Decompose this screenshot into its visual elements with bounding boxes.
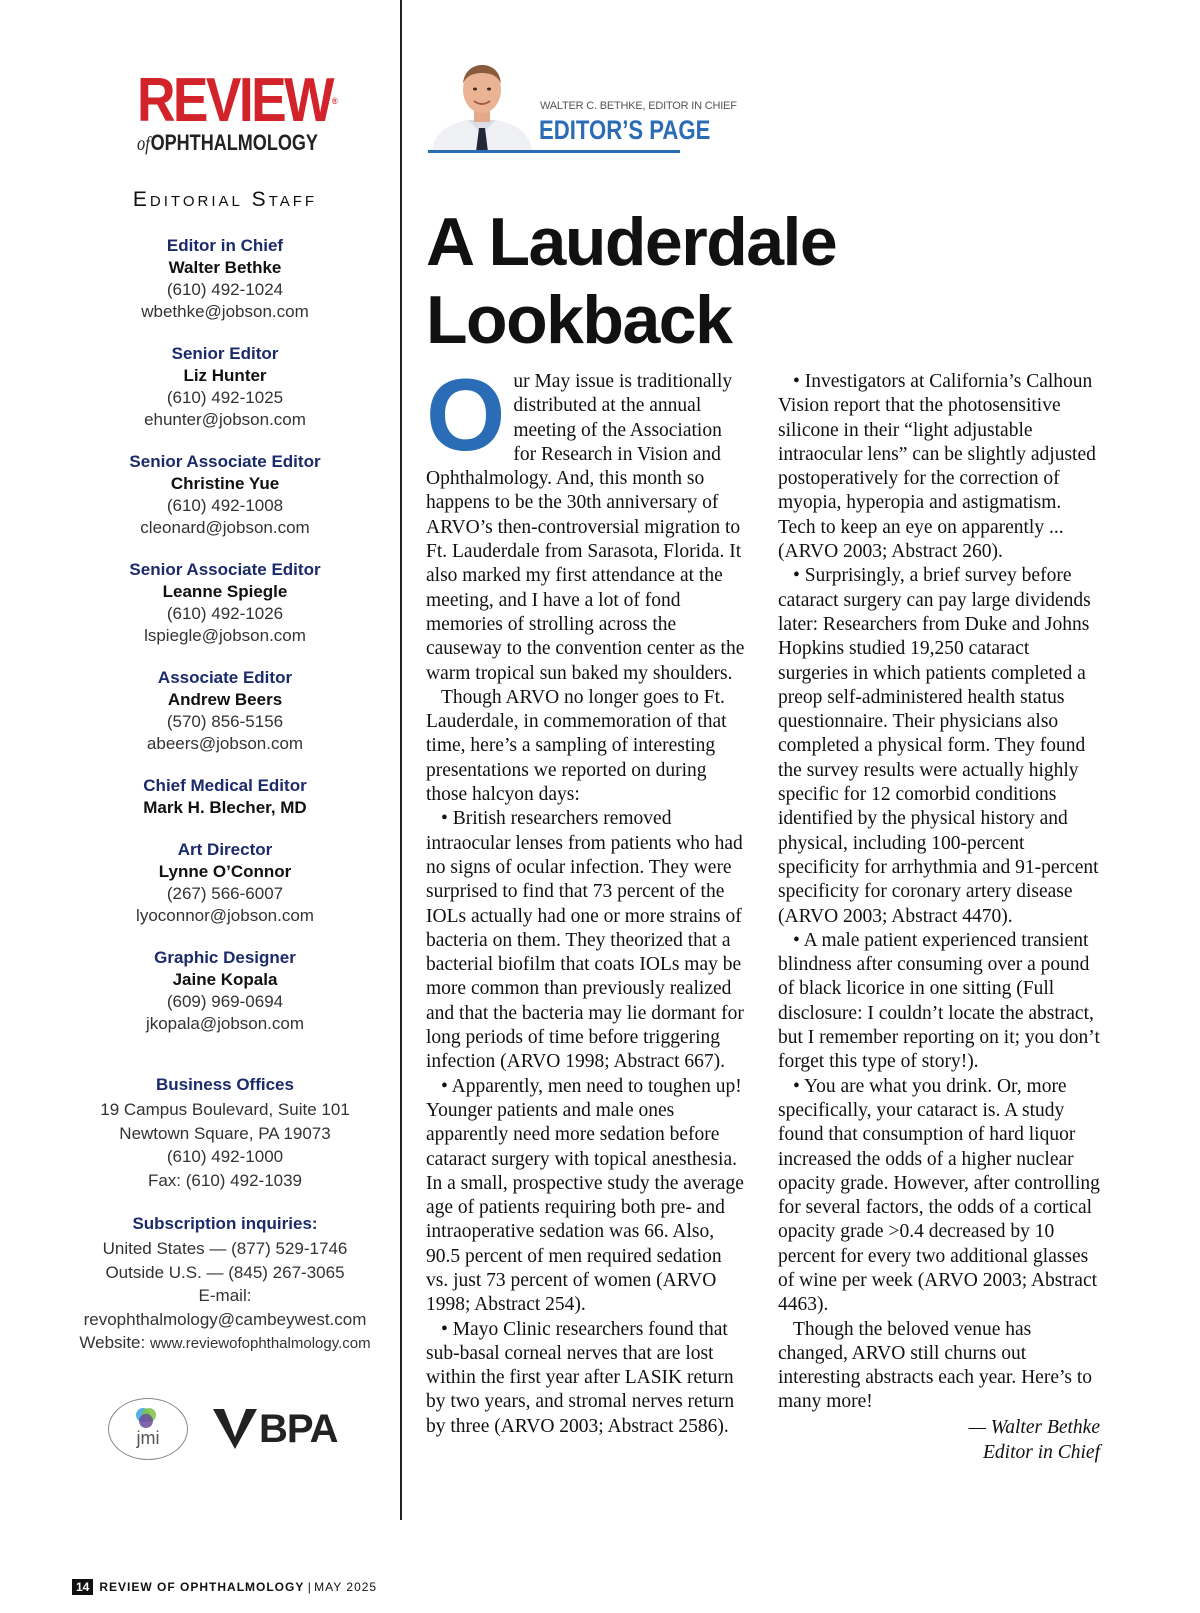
staff-phone: (267) 566-6007 [166,884,284,903]
staff-email[interactable]: lyoconnor@jobson.com [136,906,314,925]
editor-header-rule [428,150,680,153]
staff-name: Mark H. Blecher, MD [143,798,307,817]
staff-list [0,235,450,1055]
staff-phone: (570) 856-5156 [166,712,284,731]
jmi-logo-text: jmi [136,1428,160,1448]
business-address-line: 19 Campus Boulevard, Suite 101 [100,1100,350,1119]
staff-role: Graphic Designer [154,948,296,967]
staff-email[interactable]: cleonard@jobson.com [140,518,310,537]
staff-entry [0,559,450,647]
business-offices [0,1074,450,1192]
article-paragraph: Though the beloved venue has changed, ARVO still churns out interesting abstracts each year. Here’s to many more! [778,1318,1093,1413]
staff-phone: (610) 492-1008 [166,496,284,515]
article-headline [426,203,1126,359]
staff-role: Art Director [177,840,273,859]
logo-ophthalmology-text: OPHTHALMOLOGY [150,130,318,155]
staff-role: Senior Editor [171,344,279,363]
article-bullet: • A male patient experienced transient blindness after consuming over a pound of black licorice in one sitting (Full disclosure: I couldn’t locate the abstract, but I remember reporting on it; you don’t forget this type of story!). [778,929,1100,1073]
staff-role: Associate Editor [157,668,293,687]
staff-entry [0,343,450,431]
staff-email[interactable]: jkopala@jobson.com [145,1014,305,1033]
business-offices-title: Business Offices [156,1075,294,1094]
staff-entry [0,451,450,539]
subscription-title: Subscription inquiries: [132,1214,318,1233]
article-bullet: • British researchers removed intraocular lenses from patients who had no signs of ocular infection. They were surprised to find that 73 percent of the IOLs actually had one or more strains of bacteria on them. They theorized that a bacterial biofilm that coats IOLs may be more common than previously realized and that the bacteria may lie dormant for long periods of time before triggering infection (ARVO 1998; Abstract 667). [426,808,744,1073]
subscription-email[interactable]: revophthalmology@cambeywest.com [83,1309,367,1329]
headline-line-1: A Lauderdale [426,204,837,280]
article-bullet: • Mayo Clinic researchers found that sub-basal corneal nerves that are lost within the first year after LASIK return by two years, and stromal nerves return by three (ARVO 2003; Abstract 2586). [426,1318,735,1437]
staff-phone: (609) 969-0694 [166,992,284,1011]
editors-page-label: EDITOR’S PAGE [539,115,711,145]
article-bullet: • Investigators at California’s Calhoun Vision report that the photosensitive silicone in their “light adjustable intraocular lens” can be slightly adjusted postoperatively for the correction of myopia, hyperopia and astigmatism. Tech to keep an eye on apparently ... (ARVO 2003; Abstract 260). [778,371,1096,563]
drop-cap: O [426,358,506,472]
article-column-2 [778,370,1100,1465]
review-of-ophthalmology-logo: REVIEW® ofOPHTHALMOLOGY [137,66,338,155]
logo-of-text: of [137,133,150,155]
staff-entry [0,667,450,755]
staff-name: Leanne Spiegle [162,582,288,601]
staff-entry [0,775,450,819]
subscription-inquiries [0,1213,450,1356]
staff-phone: (610) 492-1024 [166,280,284,299]
staff-role: Senior Associate Editor [129,560,321,579]
article-bullet: • Apparently, men need to toughen up! Younger patients and male ones apparently need more sedation before cataract surgery with topical anesthesia. In a small, prospective study the average age of patients requiring both pre- and intraoperative sedation was 66. Also, 90.5 percent of men required sedation vs. just 73 percent of women (ARVO 1998; Abstract 254). [426,1075,744,1316]
page-footer [72,1579,377,1595]
jmi-logo [108,1398,188,1460]
staff-email[interactable]: ehunter@jobson.com [144,410,306,429]
subscription-outside-phone: Outside U.S. — (845) 267-3065 [105,1262,345,1282]
staff-email[interactable]: abeers@jobson.com [146,734,304,753]
staff-name: Andrew Beers [167,690,283,709]
staff-phone: (610) 492-1025 [166,388,284,407]
footer-issue: MAY 2025 [314,1580,378,1594]
staff-role: Senior Associate Editor [129,452,321,471]
staff-entry [0,235,450,323]
staff-role: Chief Medical Editor [143,776,307,795]
headline-line-2: Lookback [426,282,732,358]
page-number: 14 [72,1579,93,1595]
staff-name: Lynne O’Connor [158,862,292,881]
article-column-1 [426,358,748,1439]
signature-name: — Walter Bethke [968,1416,1100,1438]
subscription-email-label: E-mail: [198,1286,252,1305]
website-label: Website: [79,1333,146,1352]
article-bullet: • You are what you drink. Or, more specifically, your cataract is. A study found that consumption of hard liquor increased the odds of a higher nuclear opacity grade. However, after controlling for several factors, the odds of a cortical opacity grade >0.4 decreased by 10 percent for every two additional glasses of wine per week (ARVO 2003; Abstract 4463). [778,1075,1100,1316]
bpa-logo [212,1405,338,1455]
signature-title: Editor in Chief [983,1442,1100,1464]
staff-email[interactable]: lspiegle@jobson.com [144,626,306,645]
editor-photo [428,62,536,152]
column-divider [400,0,402,1520]
subscription-us-phone: United States — (877) 529-1746 [102,1239,348,1258]
staff-name: Jaine Kopala [172,970,278,989]
footer-separator: | [307,1580,311,1594]
staff-phone: (610) 492-1026 [166,604,284,623]
bpa-logo-text: BPA [259,1407,338,1451]
business-address-line: Newtown Square, PA 19073 [119,1123,331,1143]
editorial-staff-heading: Editorial Staff [132,188,318,211]
staff-name: Walter Bethke [168,258,282,277]
staff-entry [0,839,450,927]
staff-entry [0,947,450,1035]
bpa-mark-icon [212,1407,258,1451]
website-link[interactable]: www.reviewofophthalmology.com [149,1335,371,1352]
logo-review-text: REVIEW [137,66,332,135]
editorial-sidebar [0,0,400,1540]
article-paragraph [426,358,748,686]
footer-publication: REVIEW OF OPHTHALMOLOGY [99,1580,305,1594]
paragraph-text: ur May issue is traditionally distributed at the annual meeting of the Association for Research in Vision and Ophthalmology. And, this month so happens to be the 30th anniversary of ARVO’s then-controversial migration to Ft. Lauderdale from Sarasota, Florida. It also marked my first attendance at the meeting, and I have a lot of fond memories of strolling across the causeway to the convention center as the warm tropical sun baked my shoulders. [426,371,745,684]
article-bullet: • Surprisingly, a brief survey before cataract surgery can pay large dividends later: Researchers from Duke and Johns Hopkins studied 19,250 cataract surgeries in which patients completed a preop self-administered health status questionnaire. Their physicians also completed a physical form. They found the survey results were actually highly specific for 12 comorbid conditions identified by the physical history and physical, including 100-percent specificity for arrhythmia and 91-percent specificity for coronary artery disease (ARVO 2003; Abstract 4470). [778,565,1099,927]
staff-role: Editor in Chief [166,236,284,255]
business-fax: Fax: (610) 492-1039 [147,1170,303,1190]
staff-email[interactable]: wbethke@jobson.com [141,302,309,321]
staff-name: Liz Hunter [183,366,267,385]
editor-byline: WALTER C. BETHKE, EDITOR IN CHIEF [540,100,737,112]
staff-name: Christine Yue [170,474,280,493]
article-paragraph: Though ARVO no longer goes to Ft. Lauderdale, in commemoration of that time, here’s a sampling of interesting presentations we reported on during those halcyon days: [426,686,727,806]
business-phone: (610) 492-1000 [166,1147,284,1166]
